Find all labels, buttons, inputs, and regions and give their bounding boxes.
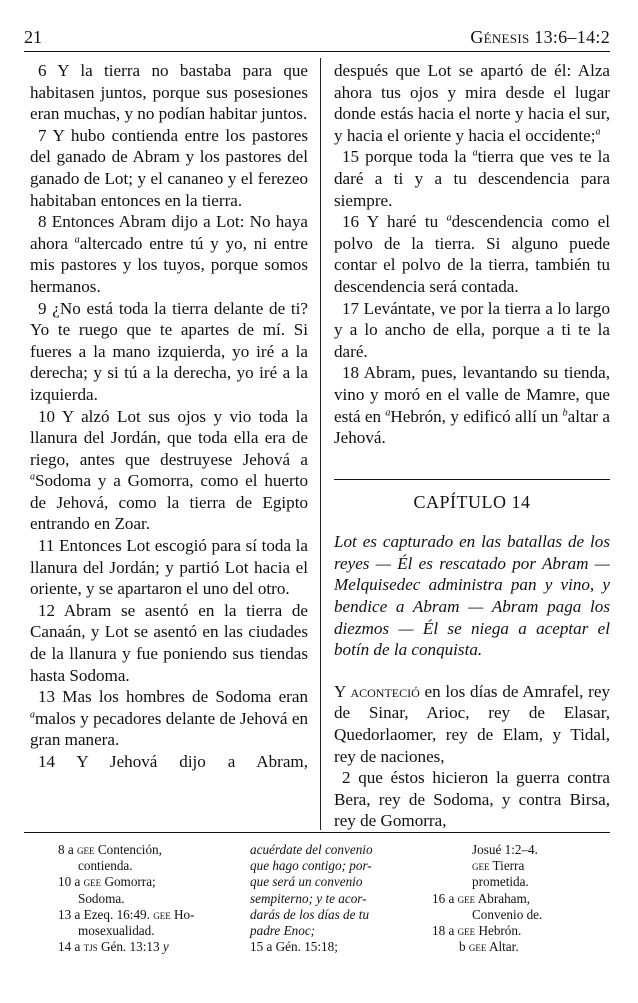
verse-10-text-b: Sodoma y a Gomorra, como el huerto de Jehová, como la tierra de Egipto entrando en Zoar. — [30, 471, 308, 534]
footnote-18b[interactable]: b gee Altar. — [459, 939, 519, 955]
footnote-14a-quote-line: que hago contigo; por- — [250, 858, 372, 874]
footnote-marker[interactable]: a — [74, 234, 80, 246]
footnote-14a-quote-line: que será un convenio — [250, 874, 363, 890]
footnote-marker[interactable]: a — [595, 126, 601, 138]
footnote-14a-quote-line: sempiterno; y te acor- — [250, 890, 367, 906]
footnote-marker[interactable]: a — [30, 471, 35, 483]
left-column — [30, 60, 308, 773]
footnote-marker[interactable]: a — [472, 147, 478, 159]
footnote-10a[interactable]: 10 a gee Gomorra; — [58, 874, 156, 890]
footnote-14a[interactable]: 14 a tjs Gén. 13:13 y — [58, 939, 169, 955]
footnote-13a-cont: mosexualidad. — [78, 923, 155, 939]
footnote-marker[interactable]: a — [385, 406, 391, 418]
right-column — [334, 60, 610, 832]
footnote-15a-cont: prometida. — [472, 874, 529, 890]
column-divider — [320, 58, 321, 830]
verse-7: 7 Y hubo contienda entre los pastores del ganado de Abram y los pastores del ganado de Lot; y el cananeo y el ferezeo habitaban entonces en la tierra. — [30, 125, 308, 210]
footnote-8a-cont: contienda. — [78, 858, 133, 874]
verse-10 — [30, 406, 308, 536]
footnote-18a[interactable]: 18 a gee Hebrón. — [432, 923, 522, 939]
verse-13-text-b: malos y pecadores delante de Jehová en gran manera. — [30, 708, 308, 750]
verse-9: 9 ¿No está toda la tierra delante de ti? Yo te ruego que te apartes de mí. Si fueres a la mano izquierda, yo iré a la derecha; y si tú a la derecha, yo iré a la izquierda. — [30, 298, 308, 404]
verse-16: 16 Y haré tu $^a$descendencia como el polvo de la tierra. Si alguno puede contar el polvo de la tierra, también tu descendencia será contada. — [334, 212, 610, 296]
chapter-divider — [334, 479, 610, 480]
footnote-marker[interactable]: b — [562, 406, 568, 418]
page-number: 21 — [24, 27, 42, 47]
header-rule — [24, 51, 610, 52]
verse-18: 18 Abram, pues, levantando su tienda, vino y moró en el valle de Mamre, que está en $^a$Hebrón, y edificó allí un $^b$altar a Jehová. — [334, 363, 610, 448]
verse-13-text-a: 13 Mas los hombres de Sodoma eran — [38, 687, 308, 707]
verse-lead: Y aconteció — [334, 681, 420, 701]
footnote-14a-quote-line: acuérdate del convenio — [250, 842, 373, 857]
footnotes-column-2 — [250, 842, 420, 955]
footnote-16a-cont: Convenio de. — [472, 906, 543, 922]
footnotes-column-3 — [432, 842, 602, 955]
footnote-marker[interactable]: a — [30, 709, 35, 721]
chapter-reference: Génesis 13:6–14:2 — [470, 27, 610, 47]
verse-15: 15 porque toda la $^a$tierra que ves te la daré a ti y a tu descendencia para siempre. — [334, 147, 610, 210]
verse-11: 11 Entonces Lot escogió para sí toda la llanura del Jordán; y partió Lot hacia el oriente, y se apartaron el uno del otro. — [30, 536, 308, 599]
footnotes-column-1 — [58, 842, 238, 955]
verse-6: 6 Y la tierra no bastaba para que habitasen juntos, porque sus posesiones eran muchas, y no podían habitar juntos. — [30, 61, 308, 124]
verse-14: 14 Y Jehová dijo a Abram, — [38, 752, 308, 771]
footnote-14a-quote-line: darás de los días de tu — [250, 906, 370, 922]
footnote-15a-cont: Josué 1:2–4. — [472, 842, 538, 857]
running-header — [24, 27, 610, 49]
verse-14-continued: después que Lot se apartó de él: Alza ahora tus ojos y mira desde el lugar donde estás hacia el norte y hacia el sur, y hacia el oriente y hacia el occidente;$^a$ — [334, 61, 610, 145]
verse-17: 17 Levántate, ve por la tierra a lo largo y a lo ancho de ella, porque a ti te la daré. — [334, 298, 610, 361]
footnote-10a-cont: Sodoma. — [78, 890, 125, 906]
footnote-13a[interactable]: 13 a Ezeq. 16:49. gee Ho- — [58, 906, 195, 922]
verse-10-text-a: 10 Y alzó Lot sus ojos y vio toda la llanura del Jordán, que toda ella era de riego, antes que destruyese Jehová a — [30, 406, 308, 469]
verse-14-2: 2 que éstos hicieron la guerra contra Bera, rey de Sodoma, y contra Birsa, rey de Gomorra, — [334, 768, 610, 831]
verse-12: 12 Abram se asentó en la tierra de Canaán, y Lot se asentó en las ciudades de la llanura y fue poniendo sus tiendas hasta Sodoma. — [30, 600, 308, 685]
verse-8-text-b: altercado entre tú y yo, ni entre mis pastores y los tuyos, porque somos hermanos. — [30, 233, 309, 296]
verse-14-1: Y aconteció en los días de Amrafel, rey de Sinar, Arioc, rey de Elasar, Quedorlaomer, rey de Elam, y Tidal, rey de naciones, — [334, 681, 611, 766]
verse-8-text-a: 8 Entonces Abram dijo a Lot: No haya ahora — [30, 212, 308, 253]
chapter-summary: Lot es capturado en las batallas de los reyes — Él es rescatado por Abram — Melquisedec administra pan y vino, y bendice a Abram — Abram paga los diezmos — Él se niega a aceptar el botín de la conquista. — [334, 532, 610, 660]
verse-13 — [30, 686, 308, 751]
footnote-rule — [24, 832, 610, 833]
verse-8 — [30, 211, 308, 297]
footnote-marker[interactable]: a — [446, 212, 452, 224]
footnote-8a[interactable]: 8 a gee Contención, — [58, 842, 162, 857]
footnote-14a-quote-line: padre Enoc; — [250, 923, 316, 939]
footnote-15a-cont: gee Tierra — [472, 858, 525, 874]
footnote-15a[interactable]: 15 a Gén. 15:18; — [250, 939, 338, 955]
chapter-title: CAPÍTULO 14 — [413, 491, 531, 512]
footnote-16a[interactable]: 16 a gee Abraham, — [432, 890, 531, 906]
